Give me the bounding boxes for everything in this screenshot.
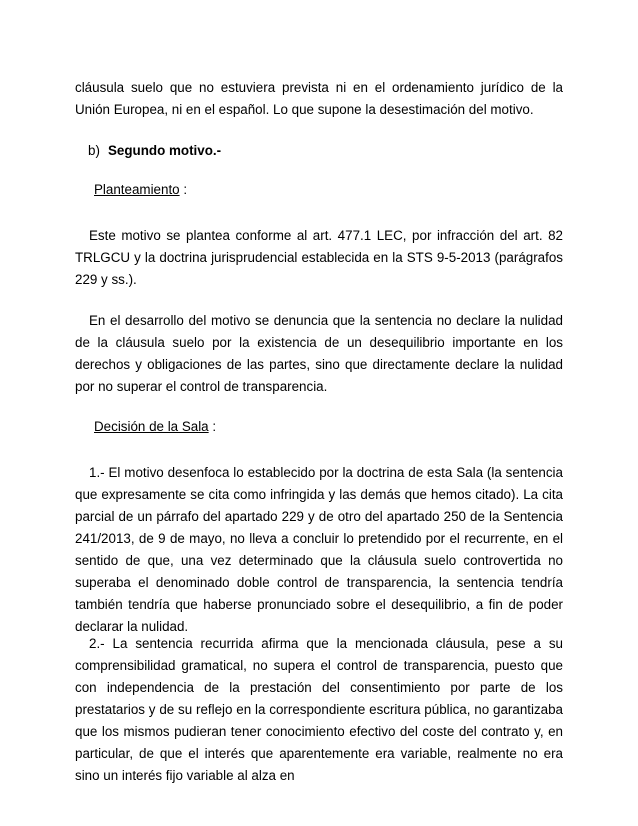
subheading-planteamiento-label: Planteamiento — [94, 182, 180, 197]
paragraph-motivo — [75, 225, 563, 291]
paragraph-desarrollo-text: En el desarrollo del motivo se denuncia que la sentencia no declare la nulidad de la cláusula suelo por la existencia de un desequilibrio importante en los derechos y obligaciones de las partes, sino que directamente declare la nulidad por no superar el control de transparencia. — [75, 313, 563, 394]
subheading-decision — [94, 416, 216, 438]
paragraph-point-1-text: 1.- El motivo desenfoca lo establecido por la doctrina de esta Sala (la sentencia que expresamente se cita como infringida y las demás que hemos citado). La cita parcial de un párrafo del apartado 229 y de otro del apartado 250 de la Sentencia 241/2013, de 9 de mayo, no lleva a concluir lo pretendido por el recurrente, en el sentido de que, una vez determinado que la cláusula suelo controvertida no superaba el denominado doble control de transparencia, la sentencia tendría también tendría que haberse pronunciado sobre el desequilibrio, a fin de poder declarar la nulidad. — [75, 465, 563, 634]
paragraph-motivo-text: Este motivo se plantea conforme al art. 477.1 LEC, por infracción del art. 82 TRLGCU y la doctrina jurisprudencial establecida en la STS 9-5-2013 (parágrafos 229 y ss.). — [75, 228, 563, 287]
subheading-planteamiento — [94, 179, 187, 201]
section-heading-b — [88, 140, 221, 162]
subheading-decision-colon: : — [208, 419, 217, 434]
paragraph-continuation: cláusula suelo que no estuviera prevista ni en el ordenamiento jurídico de la Unión Europea, ni en el español. Lo que supone la desestimación del motivo. — [75, 80, 563, 117]
subheading-decision-label: Decisión de la Sala — [94, 419, 209, 434]
paragraph-desarrollo — [75, 310, 563, 398]
paragraph-point-1 — [75, 462, 563, 638]
subheading-planteamiento-colon: : — [179, 182, 188, 197]
section-letter: b) — [88, 143, 100, 158]
paragraph-point-2 — [75, 633, 563, 787]
paragraph-point-2-text: 2.- La sentencia recurrida afirma que la mencionada cláusula, pese a su comprensibilidad gramatical, no supera el control de transparencia, puesto que con independencia de la prestación del consentimiento por parte de los prestatarios y de su reflejo en la correspondiente escritura pública, no garantizaba que los mismos pudieran tener conocimiento efectivo del coste del contrato y, en particular, de que el interés que aparentemente era variable, realmente no era sino un interés fijo variable al alza en — [75, 636, 563, 783]
section-title: Segundo motivo.- — [108, 143, 222, 158]
